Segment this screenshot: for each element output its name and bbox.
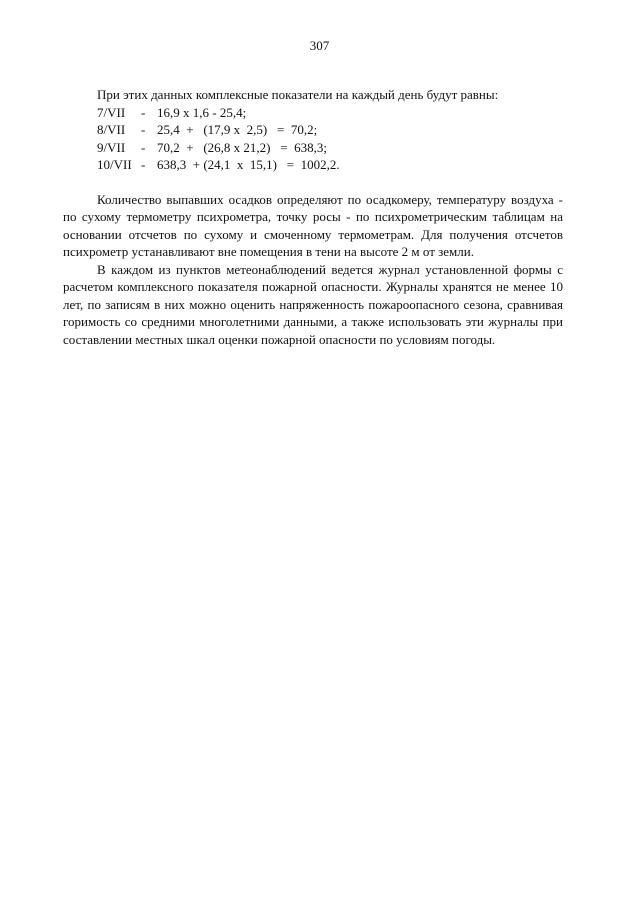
calculation-line xyxy=(97,121,597,139)
calculation-date: 8/VII xyxy=(97,122,126,137)
calculation-expression: 638,3 + (24,1 х 15,1) = 1002,2. xyxy=(157,157,340,172)
calculation-expression: 16,9 х 1,6 - 25,4; xyxy=(157,104,247,120)
page-content xyxy=(63,86,597,348)
paragraph-gap xyxy=(97,174,597,191)
calculation-separator: - xyxy=(141,122,146,137)
calculation-date: 9/VII xyxy=(97,139,126,155)
calculation-separator: - xyxy=(141,139,146,155)
calculation-date: 7/VII xyxy=(97,104,126,120)
calculation-separator: - xyxy=(141,104,146,120)
calculation-line xyxy=(97,139,597,157)
calculation-line xyxy=(97,104,597,122)
body-paragraph-journals: В каждом из пунктов метеонаблюдений ведется журнал установленной формы с расчетом комплексного показателя пожарной опасности. Журналы хранятся не менее 10 лет, по записям в них можно оценить напряженность пожароопасного сезона, сравнивая горимость со средними многолетними данными, а также использовать эти журналы при составлении местных шкал оценки пожарной опасности по условиям погоды. xyxy=(63,261,563,347)
calculation-separator: - xyxy=(141,157,146,172)
calculation-list xyxy=(97,104,597,174)
calculation-expression: 70,2 + (26,8 х 21,2) = 638,3; xyxy=(157,139,327,155)
calculation-line xyxy=(97,156,597,174)
calculation-date: 10/VII xyxy=(97,157,132,172)
body-paragraph-measurements: Количество выпавших осадков определяют по осадкомеру, температуру воздуха - по сухому термометру психрометра, точку росы - по психрометрическим таблицам на основании отсчетов по сухому и смоченному термометрам. Для получения отсчетов психрометр устанавливают вне помещения в тени на высоте 2 м от земли. xyxy=(63,191,563,259)
calculation-expression: 25,4 + (17,9 х 2,5) = 70,2; xyxy=(157,122,318,137)
intro-line: При этих данных комплексные показатели на каждый день будут равны: xyxy=(97,87,499,102)
page-number: 307 xyxy=(309,38,330,53)
